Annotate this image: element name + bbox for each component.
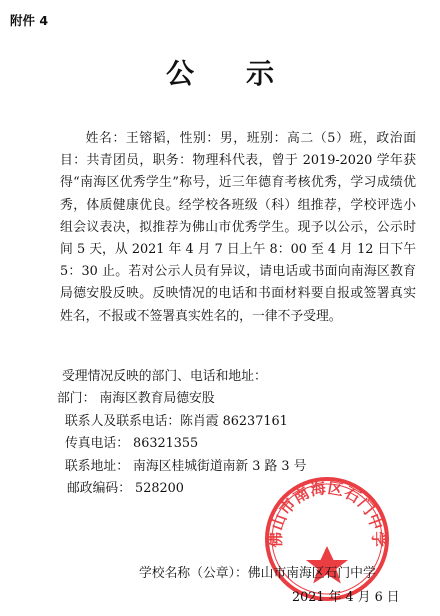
page-title: 公示 bbox=[165, 57, 326, 90]
postcode-line: 邮政编码： 528200 bbox=[67, 481, 184, 497]
address-line: 联系地址： 南海区桂城街道南新 3 路 3 号 bbox=[65, 458, 307, 474]
contact-phone-line: 联系人及联系电话：陈肖霞 86237161 bbox=[65, 413, 288, 429]
notice-date: 2021 年 4 月 6 日 bbox=[292, 590, 400, 605]
fax-line: 传真电话： 86321355 bbox=[65, 436, 199, 452]
contact-heading: 受理情况反映的部门、电话和地址： bbox=[62, 369, 267, 384]
official-seal bbox=[262, 474, 392, 604]
school-name: 学校名称（公章）：佛山市南海区石门中学 bbox=[139, 566, 376, 581]
seal-text bbox=[266, 478, 388, 547]
department-line: 部门： 南海区教育局德安股 bbox=[57, 391, 215, 407]
seal-text-path: 佛山市南海区石门中学 bbox=[266, 478, 388, 548]
attachment-label: 附件 4 bbox=[10, 13, 49, 28]
notice-body: 姓名：王镕韬，性别：男，班别：高二（5）班，政治面目：共青团员，职务：物理科代表，曾于 2019-2020 学年获得“南海区优秀学生”称号，近三年德育考核优秀，学习成绩优秀，体质健康优良。经学校各班级（科）组推荐，学校评选小组会议表决，拟推荐为佛山市优秀学生。现予以公示，公示时间 5 天，从 2021 年 4 月 7 日上午 8：00 至 4 月 12 日下午 5：30 止。若对公示人员有异议，请电话或书面向南海区教育局德安股反映。反映情况的电话和书面材料要自报或签署真实姓名，不报或不签署真实姓名的，一律不予受理。 bbox=[60, 131, 416, 324]
